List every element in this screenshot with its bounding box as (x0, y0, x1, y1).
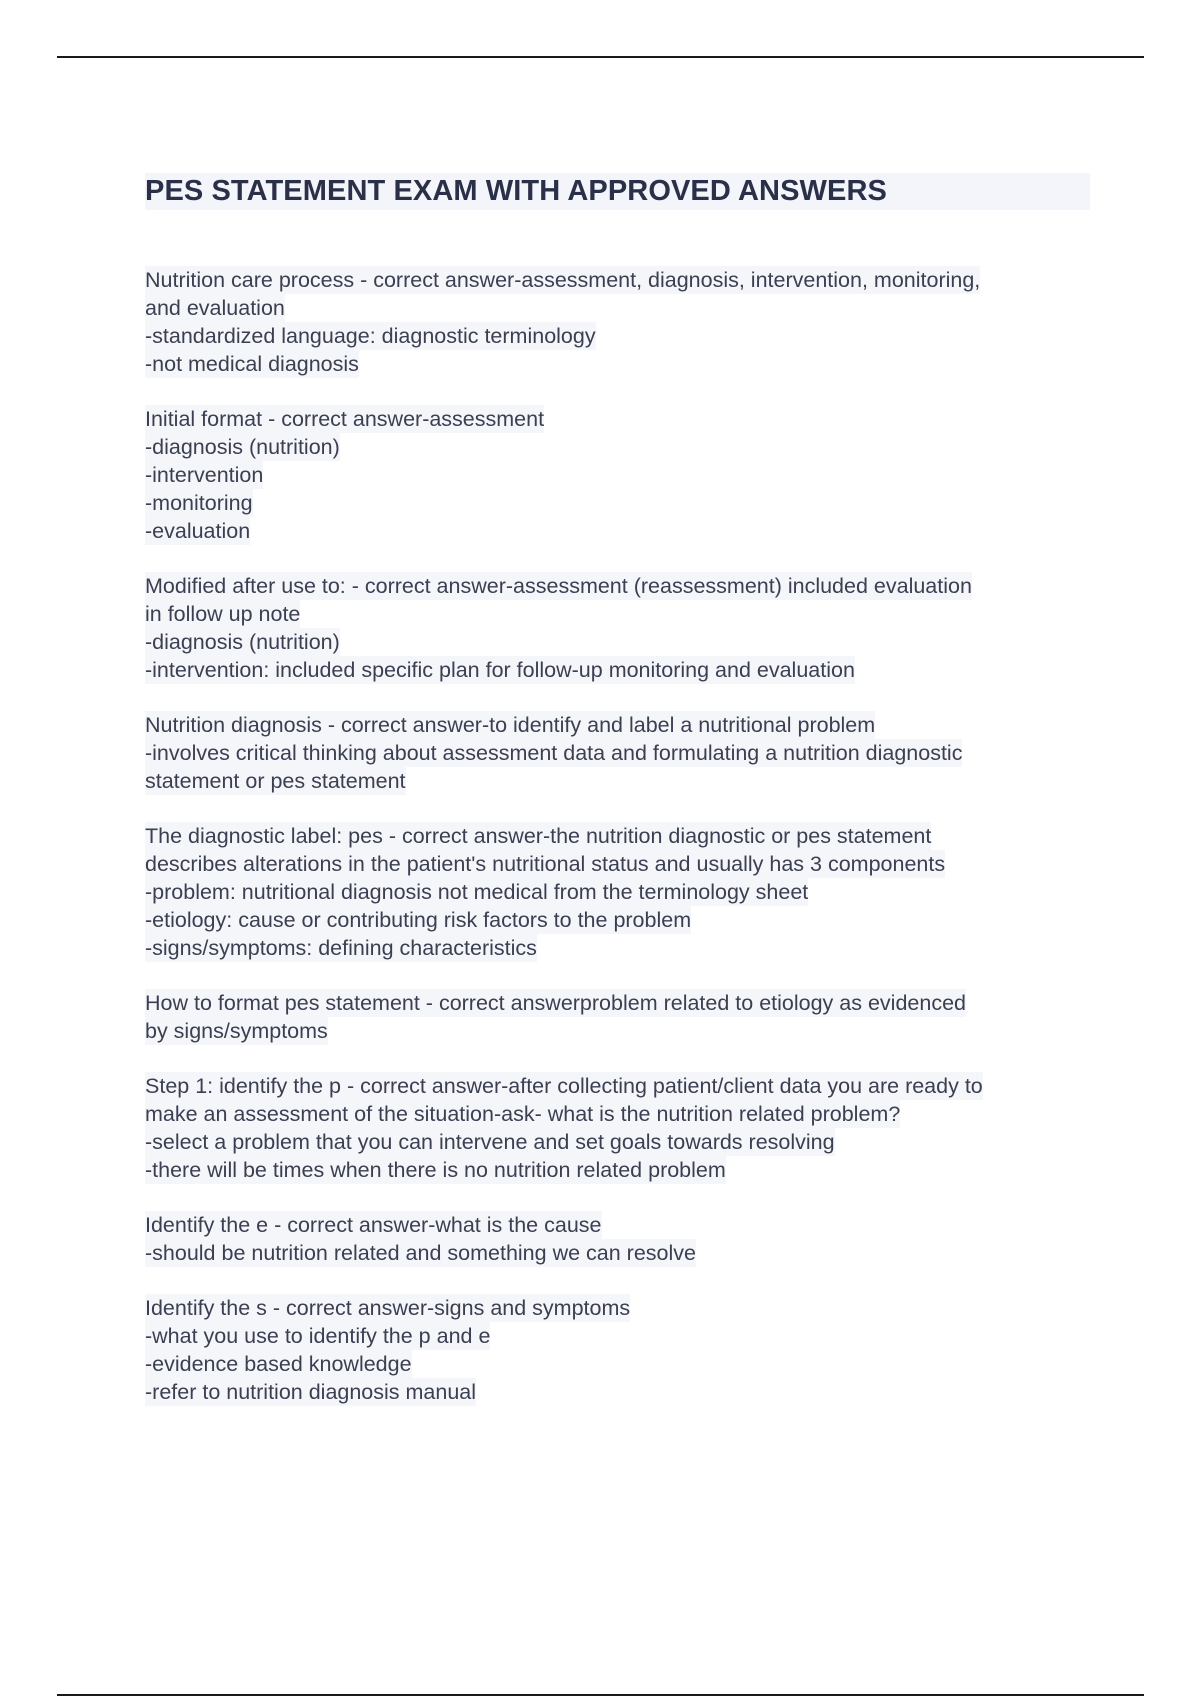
entry-line: -standardized language: diagnostic terminology (145, 324, 596, 348)
entry-line: Initial format - correct answer-assessment (145, 407, 545, 431)
entry-line: -refer to nutrition diagnosis manual (145, 1380, 477, 1404)
entry-line: -problem: nutritional diagnosis not medical from the terminology sheet (145, 880, 809, 904)
entry-line: -should be nutrition related and something we can resolve (145, 1241, 696, 1265)
entry-line: -etiology: cause or contributing risk factors to the problem (145, 908, 692, 932)
entry-modified-after-use (145, 572, 1090, 684)
entry-line: -select a problem that you can intervene and set goals towards resolving (145, 1130, 835, 1154)
entry-line: Modified after use to: - correct answer-assessment (reassessment) included evaluation (145, 574, 972, 598)
entry-line: Nutrition diagnosis - correct answer-to identify and label a nutritional problem (145, 713, 876, 737)
entry-line: -there will be times when there is no nutrition related problem (145, 1158, 726, 1182)
entry-line: -evidence based knowledge (145, 1352, 412, 1376)
entry-nutrition-diagnosis (145, 711, 1090, 795)
entry-list (145, 266, 1090, 1406)
entry-identify-e (145, 1211, 1090, 1267)
entry-line: -diagnosis (nutrition) (145, 630, 340, 654)
entry-line: The diagnostic label: pes - correct answer-the nutrition diagnostic or pes statement (145, 824, 932, 848)
document-body (145, 173, 1090, 1433)
entry-line: by signs/symptoms (145, 1019, 328, 1043)
entry-diagnostic-label (145, 822, 1090, 962)
entry-initial-format (145, 405, 1090, 545)
document-title: PES STATEMENT EXAM WITH APPROVED ANSWERS (145, 173, 1090, 210)
entry-line: -intervention (145, 463, 264, 487)
entry-line: -what you use to identify the p and e (145, 1324, 491, 1348)
entry-line: and evaluation (145, 296, 285, 320)
entry-format-pes-statement (145, 989, 1090, 1045)
entry-nutrition-care-process (145, 266, 1090, 378)
entry-line: Identify the s - correct answer-signs and symptoms (145, 1296, 631, 1320)
entry-line: Nutrition care process - correct answer-assessment, diagnosis, intervention, monitoring, (145, 268, 981, 292)
entry-line: Step 1: identify the p - correct answer-after collecting patient/client data you are ready to (145, 1074, 983, 1098)
entry-line: -signs/symptoms: defining characteristics (145, 936, 537, 960)
entry-line: Identify the e - correct answer-what is the cause (145, 1213, 602, 1237)
entry-line: describes alterations in the patient's nutritional status and usually has 3 components (145, 852, 946, 876)
entry-line: -intervention: included specific plan for follow-up monitoring and evaluation (145, 658, 855, 682)
entry-step-1 (145, 1072, 1090, 1184)
entry-line: -not medical diagnosis (145, 352, 359, 376)
entry-identify-s (145, 1294, 1090, 1406)
entry-line: -evaluation (145, 519, 251, 543)
entry-line: How to format pes statement - correct answerproblem related to etiology as evidenced (145, 991, 966, 1015)
top-rule (57, 56, 1144, 58)
entry-line: -monitoring (145, 491, 253, 515)
entry-line: -diagnosis (nutrition) (145, 435, 340, 459)
entry-line: -involves critical thinking about assessment data and formulating a nutrition diagnostic (145, 741, 963, 765)
bottom-rule (57, 1694, 1144, 1696)
entry-line: make an assessment of the situation-ask- what is the nutrition related problem? (145, 1102, 901, 1126)
entry-line: statement or pes statement (145, 769, 406, 793)
entry-line: in follow up note (145, 602, 301, 626)
